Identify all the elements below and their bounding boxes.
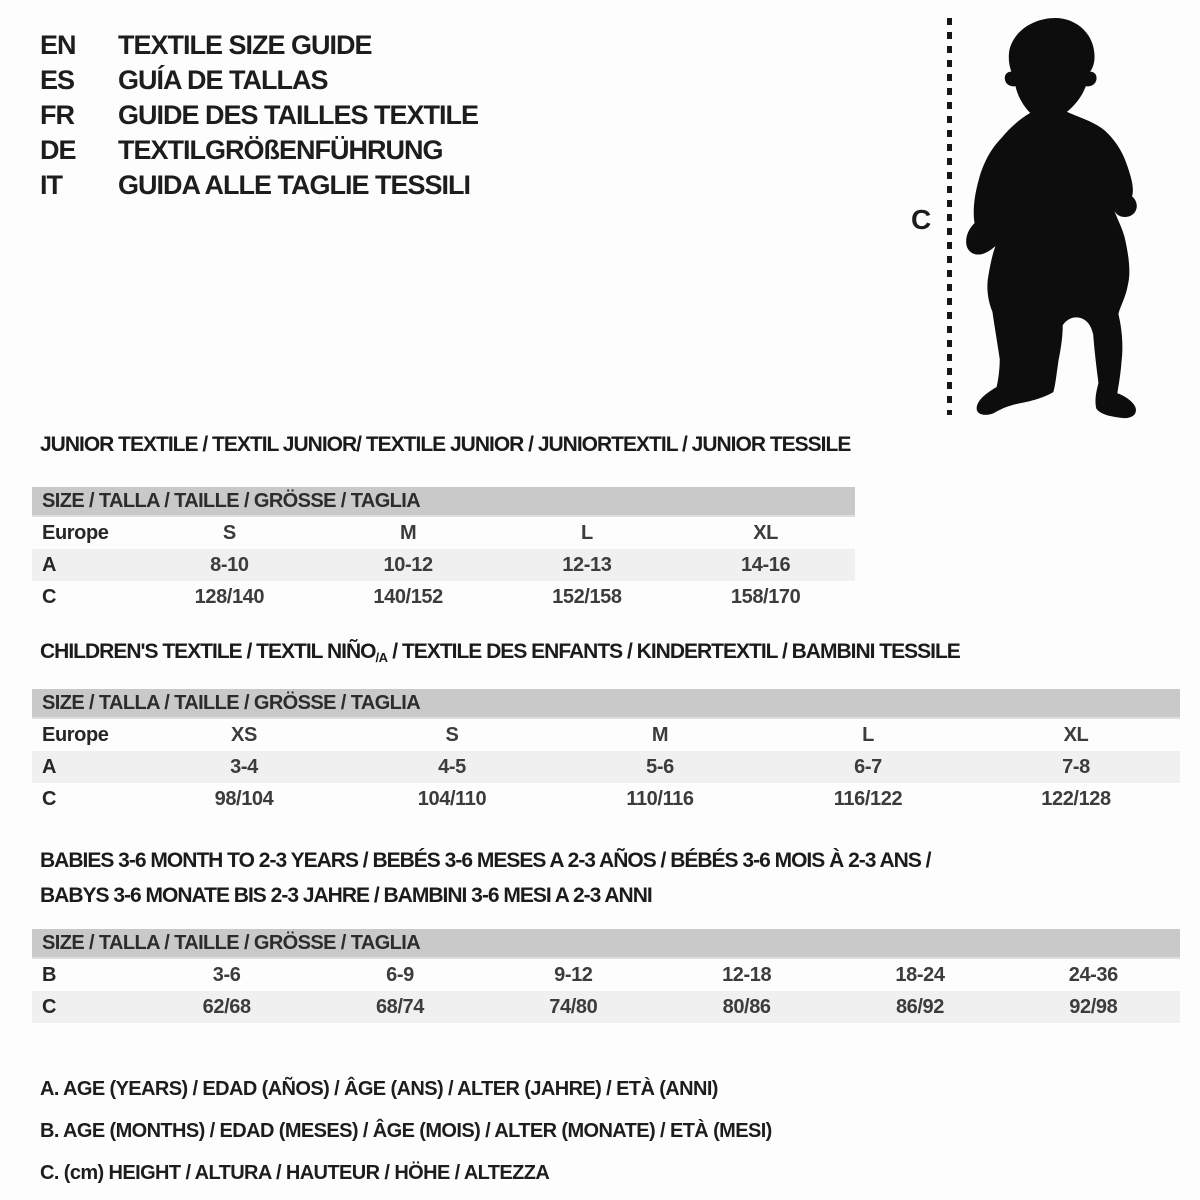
row-label-cell: C [42,585,57,608]
table-row [32,991,1180,1023]
size-value-cell: M [651,723,669,746]
size-value-cell: 9-12 [554,963,593,986]
size-value-cell: 152/158 [552,585,622,608]
size-value-cell: 116/122 [833,787,903,810]
section-title-babies-line2: BABYS 3-6 MONATE BIS 2-3 JAHRE / BAMBINI 3-6 MESI A 2-3 ANNI [40,884,652,907]
size-value-cell: 104/110 [417,787,487,810]
language-code: IT [40,170,62,200]
table-header-bar: SIZE / TALLA / TAILLE / GRÖSSE / TAGLIA [32,689,1180,719]
size-value-cell: 7-8 [1062,755,1090,778]
language-label: TEXTILE SIZE GUIDE [118,30,372,60]
row-label-cell: B [42,963,57,986]
language-row-it [40,168,478,203]
table-row [32,581,855,613]
size-value-cell: S [222,521,236,544]
legend-line-a: A. AGE (YEARS) / EDAD (AÑOS) / ÂGE (ANS) / ALTER (JAHRE) / ETÀ (ANNI) [40,1077,718,1100]
language-label: GUIDE DES TAILLES TEXTILE [118,100,479,130]
language-code: FR [40,100,74,130]
section-title-children-pre: CHILDREN'S TEXTILE / TEXTIL NIÑO [40,640,376,663]
size-value-cell: 80/86 [722,995,771,1018]
row-label-cell: C [42,787,57,810]
size-value-cell: 6-7 [854,755,882,778]
size-value-cell: XL [753,521,778,544]
section-title-babies [40,843,931,913]
language-title-block [40,28,478,203]
size-value-cell: 86/92 [895,995,944,1018]
table-row [32,549,855,581]
row-label-cell: C [42,995,57,1018]
table-header-bar: SIZE / TALLA / TAILLE / GRÖSSE / TAGLIA [32,929,1180,959]
section-title-children [40,640,960,665]
size-value-cell: L [862,723,874,746]
table-row [32,959,1180,991]
size-value-cell: 10-12 [383,553,433,576]
size-value-cell: S [445,723,459,746]
row-label-cell: Europe [42,521,109,544]
row-label-cell: A [42,755,57,778]
size-value-cell: 140/152 [373,585,443,608]
legend-block [40,1068,772,1194]
section-title-children-post: / TEXTILE DES ENFANTS / KINDERTEXTIL / BAMBINI TESSILE [387,640,960,663]
size-value-cell: 98/104 [214,787,274,810]
toddler-silhouette-image [963,16,1173,420]
size-table-children [32,689,1180,815]
table-row [32,719,1180,751]
size-value-cell: 158/170 [730,585,801,608]
table-header-bar: SIZE / TALLA / TAILLE / GRÖSSE / TAGLIA [32,487,855,517]
language-row-es [40,63,478,98]
size-value-cell: 62/68 [202,995,251,1018]
section-title-babies-line1: BABIES 3-6 MONTH TO 2-3 YEARS / BEBÉS 3-6 MESES A 2-3 AÑOS / BÉBÉS 3-6 MOIS À 2-3 ANS / [40,849,931,872]
table-row [32,751,1180,783]
language-label: GUÍA DE TALLAS [118,65,328,95]
size-value-cell: XL [1063,723,1089,746]
size-value-cell: 3-4 [230,755,258,778]
language-label: TEXTILGRÖßENFÜHRUNG [118,135,443,165]
table-row [32,517,855,549]
size-table-junior [32,487,855,613]
legend-line-b: B. AGE (MONTHS) / EDAD (MESES) / ÂGE (MOIS) / ALTER (MONATE) / ETÀ (MESI) [40,1119,772,1142]
size-value-cell: 3-6 [212,963,241,986]
size-value-cell: 122/128 [1041,787,1111,810]
row-label-cell: A [42,553,57,576]
size-value-cell: 18-24 [895,963,945,986]
size-value-cell: 68/74 [375,995,425,1018]
language-code: EN [40,30,76,60]
size-value-cell: 5-6 [646,755,674,778]
language-label: GUIDA ALLE TAGLIE TESSILI [118,170,470,200]
size-value-cell: 24-36 [1068,963,1118,986]
language-code: DE [40,135,76,165]
size-value-cell: 6-9 [386,963,414,986]
size-value-cell: 4-5 [438,755,466,778]
table-row [32,783,1180,815]
row-label-cell: Europe [42,723,109,746]
size-value-cell: 110/116 [626,787,694,810]
section-title-junior: JUNIOR TEXTILE / TEXTIL JUNIOR/ TEXTILE JUNIOR / JUNIORTEXTIL / JUNIOR TESSILE [40,433,851,456]
size-value-cell: 74/80 [549,995,598,1018]
language-code: ES [40,65,75,95]
size-value-cell: 14-16 [741,553,791,576]
figure-height-label: C [911,204,931,235]
section-title-children-sub: /A [375,650,388,665]
size-value-cell: 92/98 [1069,995,1118,1018]
size-table-babies [32,929,1180,1023]
size-value-cell: M [399,521,417,544]
legend-line-c: C. (cm) HEIGHT / ALTURA / HAUTEUR / HÖHE / ALTEZZA [40,1161,550,1184]
language-row-en [40,28,478,63]
size-value-cell: L [580,521,593,544]
height-measure-dashed-line [947,18,952,415]
language-row-fr [40,98,478,133]
size-value-cell: 8-10 [210,553,249,576]
size-value-cell: 128/140 [194,585,265,608]
size-value-cell: XS [231,723,257,746]
size-value-cell: 12-13 [562,553,612,576]
language-row-de [40,133,478,168]
size-value-cell: 12-18 [722,963,772,986]
